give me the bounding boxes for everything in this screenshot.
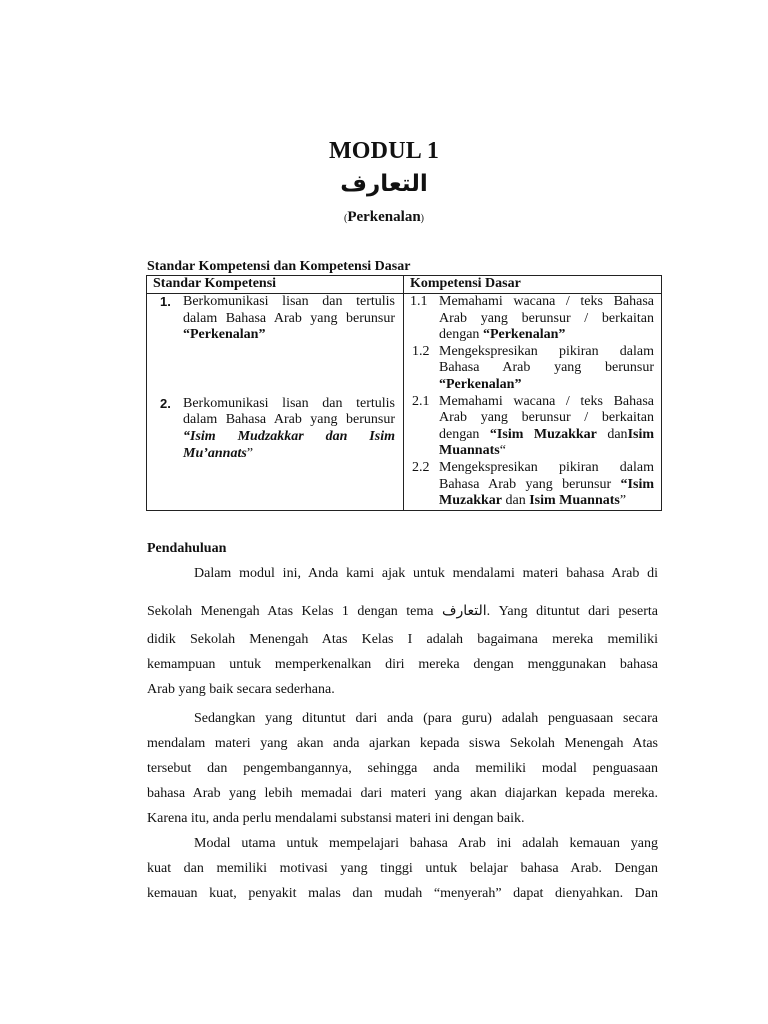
item-mid: dan: [502, 493, 530, 509]
paragraph-line: Sedangkan yang dituntut dari anda (para guru) adalah penguasaan secara: [194, 711, 658, 726]
paragraph-1: [147, 561, 658, 702]
paragraph-line: kuat dan memiliki motivasi yang tinggi untuk belajar bahasa Arab. Dengan: [147, 861, 658, 876]
item-text: Berkomunikasi lisan dan tertulis dalam Bahasa Arab yang berunsur: [183, 294, 395, 326]
module-title: MODUL 1: [328, 138, 440, 164]
item-emphasis: “Perkenalan”: [439, 376, 522, 392]
paragraph-line: Modal utama untuk mempelajari bahasa Arab ini adalah kemauan yang: [194, 836, 658, 851]
col-header-dasar: Kompetensi Dasar: [404, 276, 662, 294]
paragraph-2: [147, 706, 658, 831]
subtitle: [0, 209, 768, 226]
subtitle-text: Perkenalan: [347, 209, 421, 225]
item-emphasis-2: Isim Muannats: [529, 493, 620, 509]
item-emphasis: “Perkenalan”: [482, 327, 566, 343]
item-tail: “: [499, 443, 506, 459]
item-emphasis: “Isim Muzakkar: [489, 426, 597, 442]
item-mid: dan: [596, 426, 628, 442]
item-text: Memahami wacana / teks Bahasa Arab yang berunsur / berkaitan dengan: [439, 294, 654, 343]
standar-cell: [147, 294, 404, 511]
subtitle-open-paren: (: [343, 213, 348, 224]
table-row: [147, 294, 662, 511]
dasar-cell: [404, 294, 662, 511]
item-emphasis-2: Isim Muannats: [439, 426, 655, 459]
item-text: Berkomunikasi lisan dan tertulis dalam Bahasa Arab yang berunsur: [183, 395, 395, 428]
item-emphasis: “Isim Mudzakkar dan Isim Mu’annats: [183, 428, 395, 461]
paragraph-line: didik Sekolah Menengah Atas Kelas I adalah bagaimana mereka memiliki: [147, 632, 658, 647]
subtitle-close-paren: ): [420, 213, 425, 224]
paragraph-line: kemauan kuat, penyakit malas dan mudah “menyerah” dapat dienyahkan. Dan: [147, 886, 658, 901]
item-tail: ”: [619, 493, 627, 509]
dasar-item: [404, 460, 661, 510]
arabic-title: التعارف: [340, 171, 428, 197]
paragraph-line: Karena itu, anda perlu mendalami substansi materi ini dengan baik.: [147, 811, 525, 826]
item-number: 2.: [160, 395, 171, 411]
item-tail: ”: [246, 445, 254, 461]
dasar-item: [404, 344, 661, 394]
item-text: Mengekspresikan pikiran dalam Bahasa Arab yang berunsur: [439, 343, 654, 376]
item-number: 2.2: [412, 459, 430, 475]
paragraph-line: Sekolah Menengah Atas Kelas 1 dengan tema التعارف. Yang dituntut dari peserta: [147, 603, 658, 619]
paragraph-line: bahasa Arab yang lebih memadai dari materi yang akan diajarkan kepada mereka.: [147, 786, 658, 801]
paragraph-line: Dalam modul ini, Anda kami ajak untuk mendalami materi bahasa Arab di: [194, 566, 658, 581]
item-emphasis: “Perkenalan”: [183, 327, 266, 343]
dasar-item: [404, 294, 661, 344]
item-number: 1.2: [412, 343, 430, 359]
inline-arabic-term: التعارف: [441, 603, 487, 619]
table-header-row: [147, 276, 662, 294]
item-text: Memahami wacana / teks Bahasa Arab yang berunsur / berkaitan dengan: [439, 393, 654, 442]
item-emphasis: “Isim Muzakkar: [439, 476, 654, 509]
item-number: 1.1: [410, 294, 428, 309]
paragraph-line: tersebut dan pengembangannya, sehingga anda memiliki modal penguasaan: [147, 761, 658, 776]
paragraph-line: Arab yang baik secara sederhana.: [147, 682, 335, 697]
section-heading: Pendahuluan: [147, 541, 227, 556]
standar-item: [147, 294, 403, 344]
standar-item: [147, 396, 403, 462]
item-number: 1.: [160, 294, 171, 309]
col-header-standar: Standar Kompetensi: [147, 276, 404, 294]
paragraph-line: mendalam materi yang akan anda ajarkan kepada siswa Sekolah Menengah Atas: [147, 736, 658, 751]
paragraph-line: kemampuan untuk memperkenalkan diri mereka dengan menggunakan bahasa: [147, 657, 658, 672]
item-text: Mengekspresikan pikiran dalam Bahasa Arab yang berunsur: [439, 459, 654, 492]
item-number: 2.1: [412, 393, 430, 409]
paragraph-3: [147, 831, 658, 906]
table-caption: Standar Kompetensi dan Kompetensi Dasar: [147, 259, 411, 274]
dasar-item: [404, 394, 661, 460]
competency-table: [146, 275, 662, 511]
